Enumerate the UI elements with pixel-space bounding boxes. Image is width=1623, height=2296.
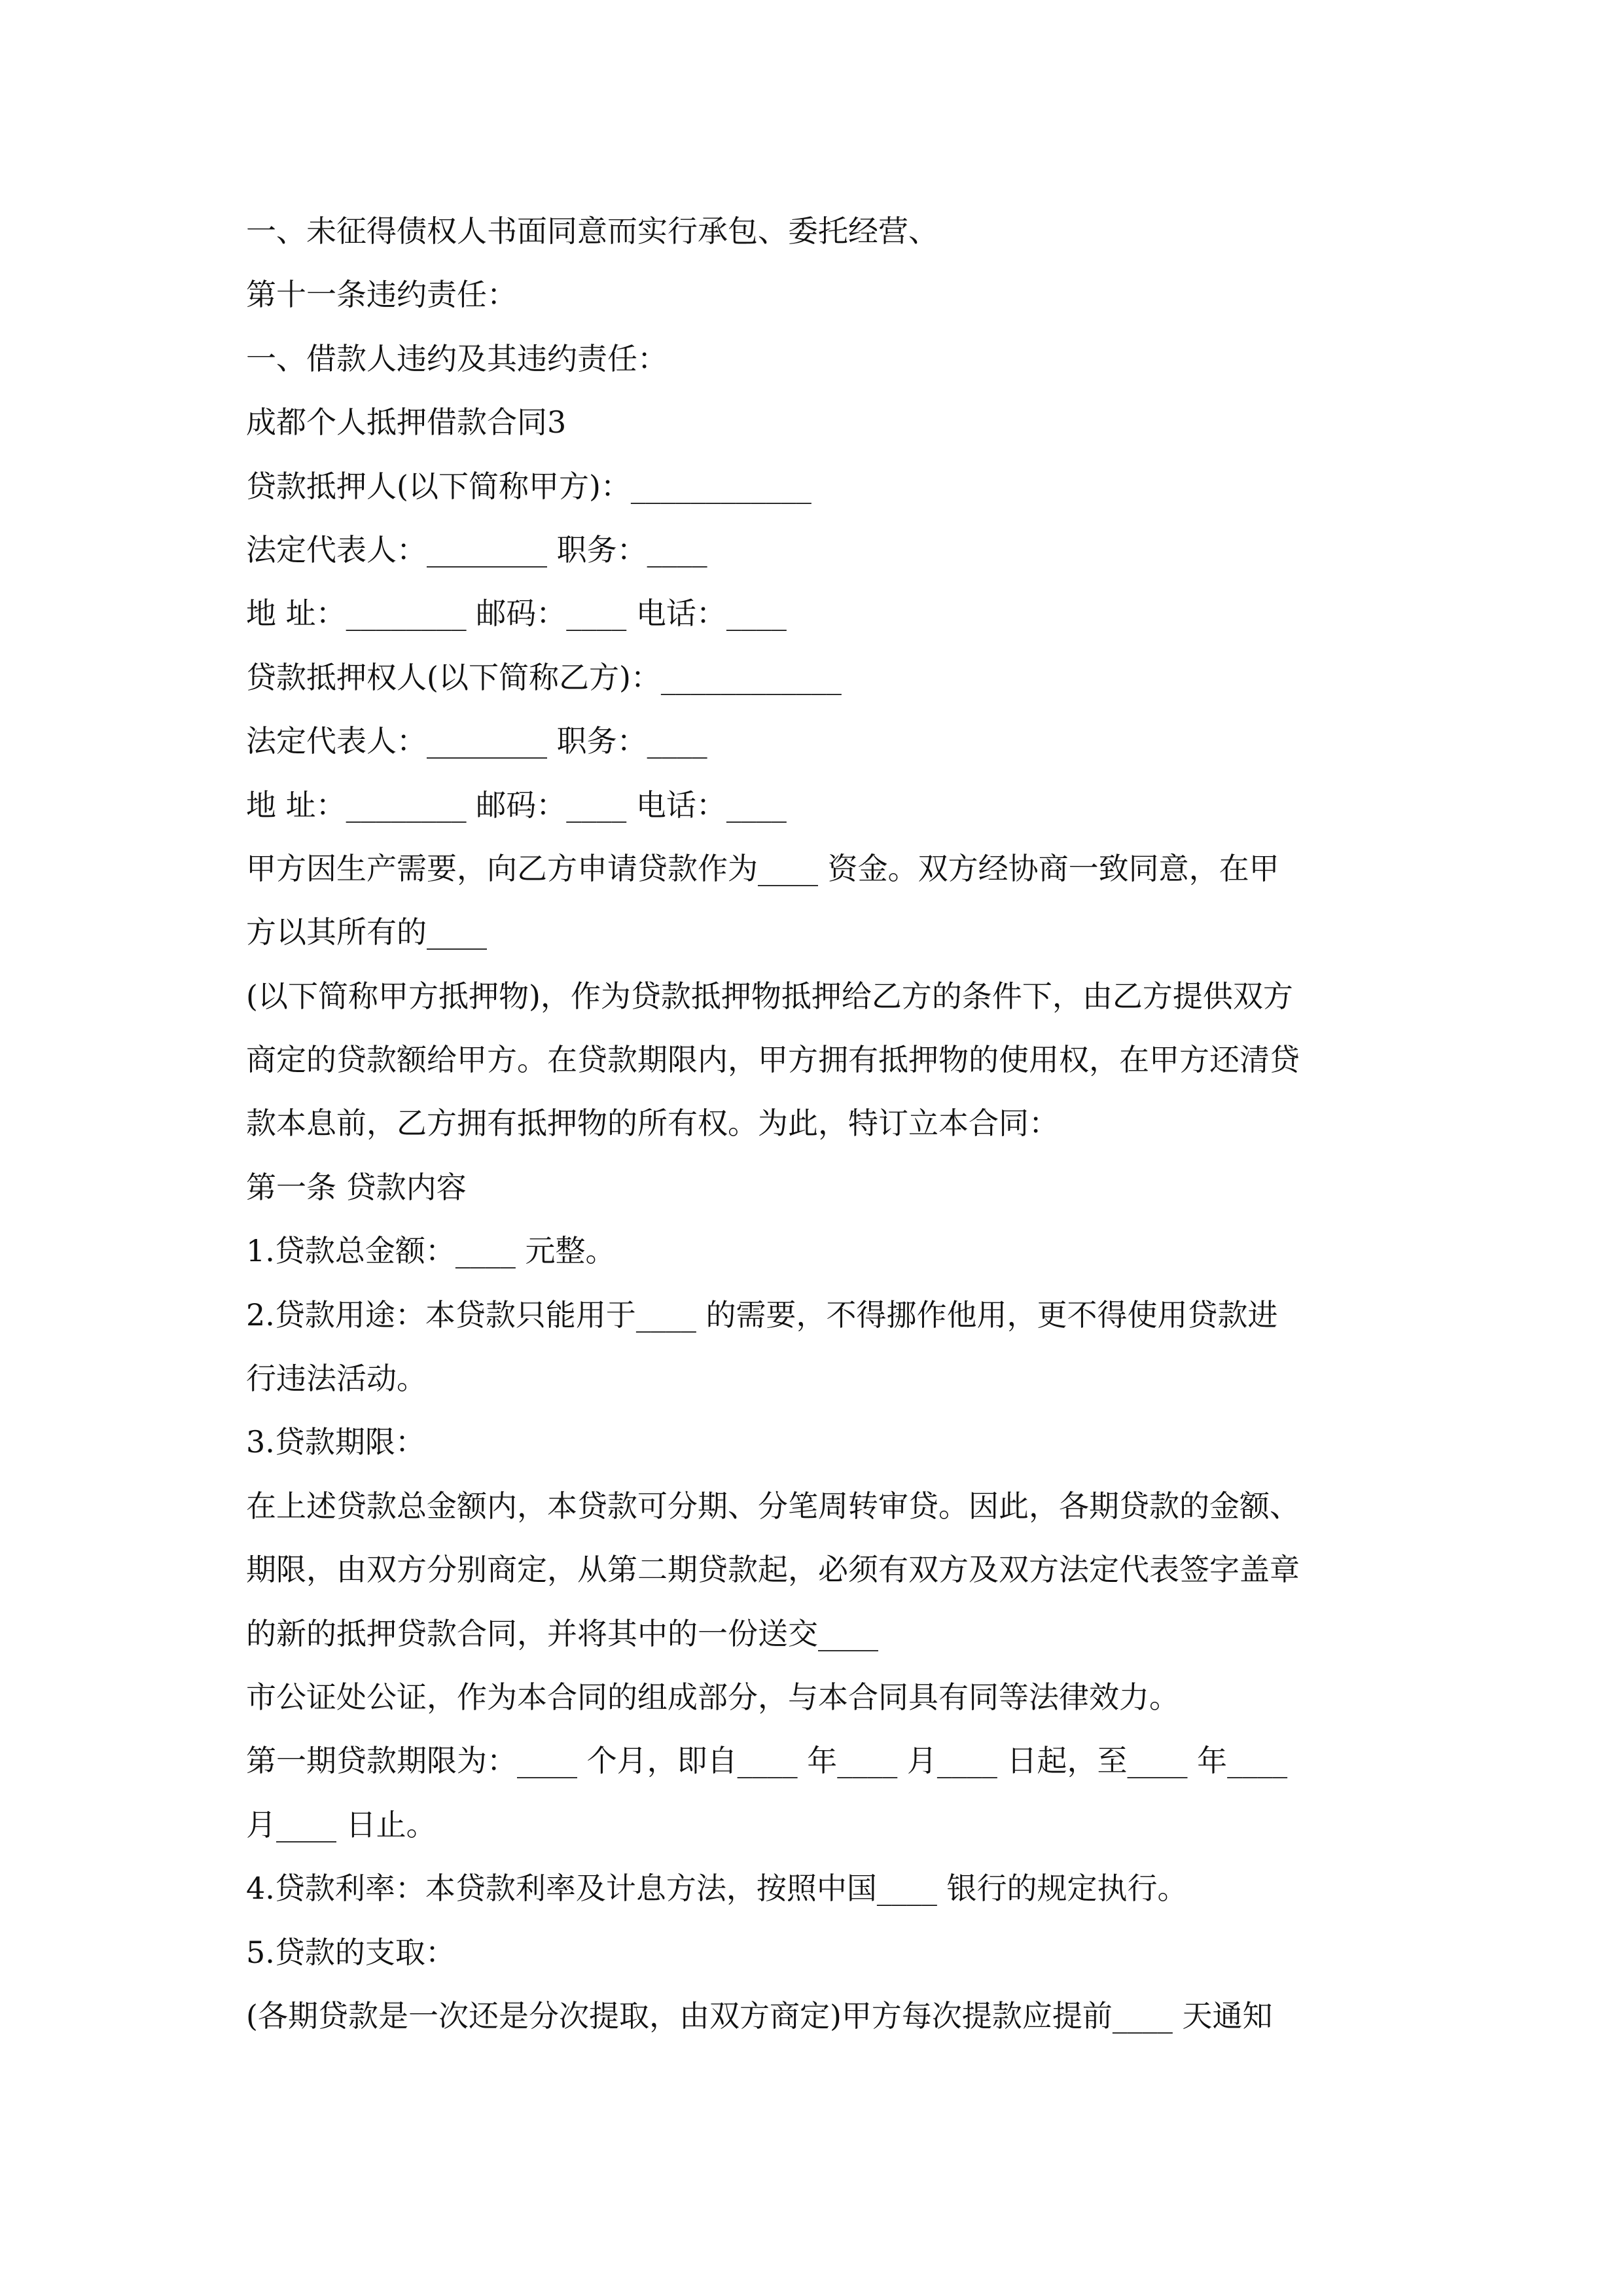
text-line: 第一期贷款期限为：____ 个月，即自____ 年____ 月____ 日起，至____ 年____ — [246, 1743, 1288, 1779]
text-line: 2.贷款用途：本贷款只能用于____ 的需要，不得挪作他用，更不得使用贷款进 — [246, 1297, 1278, 1333]
text-line: (各期贷款是一次还是分次提取，由双方商定)甲方每次提款应提前____ 天通知 — [246, 1998, 1273, 2034]
text-line: (以下简称甲方抵押物)，作为贷款抵押物抵押给乙方的条件下，由乙方提供双方 — [246, 978, 1293, 1014]
text-line: 在上述贷款总金额内，本贷款可分期、分笔周转审贷。因此，各期贷款的金额、 — [246, 1488, 1300, 1524]
text-line: 方以其所有的____ — [246, 914, 487, 950]
text-line: 地 址：________ 邮码：____ 电话：____ — [246, 787, 787, 823]
text-line: 的新的抵押贷款合同，并将其中的一份送交____ — [246, 1615, 878, 1651]
contract-title: 成都个人抵押借款合同3 — [246, 404, 567, 440]
text-line: 3.贷款期限： — [246, 1424, 425, 1460]
text-line: 贷款抵押人(以下简称甲方)：____________ — [246, 468, 812, 504]
text-line: 1.贷款总金额：____ 元整。 — [246, 1233, 616, 1269]
text-line: 款本息前，乙方拥有抵押物的所有权。为此，特订立本合同： — [246, 1105, 1059, 1141]
text-line: 月____ 日止。 — [246, 1806, 437, 1842]
text-line: 市公证处公证，作为本合同的组成部分，与本合同具有同等法律效力。 — [246, 1679, 1179, 1715]
text-line: 商定的贷款额给甲方。在贷款期限内，甲方拥有抵押物的使用权，在甲方还清贷 — [246, 1042, 1300, 1078]
text-line: 甲方因生产需要，向乙方申请贷款作为____ 资金。双方经协商一致同意，在甲 — [246, 850, 1279, 886]
article-heading: 第一条 贷款内容 — [246, 1169, 467, 1205]
text-line: 贷款抵押权人(以下简称乙方)：____________ — [246, 659, 842, 695]
text-line: 一、借款人违约及其违约责任： — [246, 340, 668, 376]
text-line: 5.贷款的支取： — [246, 1934, 455, 1970]
document-body — [246, 200, 1398, 2048]
text-line: 4.贷款利率：本贷款利率及计息方法，按照中国____ 银行的规定执行。 — [246, 1871, 1188, 1907]
text-line: 地 址：________ 邮码：____ 电话：____ — [246, 596, 787, 632]
text-line: 一、未征得债权人书面同意而实行承包、委托经营、 — [246, 213, 938, 249]
text-line: 行违法活动。 — [246, 1361, 427, 1397]
text-line: 期限，由双方分别商定，从第二期贷款起，必须有双方及双方法定代表签字盖章 — [246, 1552, 1300, 1588]
text-line: 法定代表人：________ 职务：____ — [246, 531, 707, 567]
text-line: 法定代表人：________ 职务：____ — [246, 723, 707, 759]
article-heading: 第十一条违约责任： — [246, 277, 517, 313]
